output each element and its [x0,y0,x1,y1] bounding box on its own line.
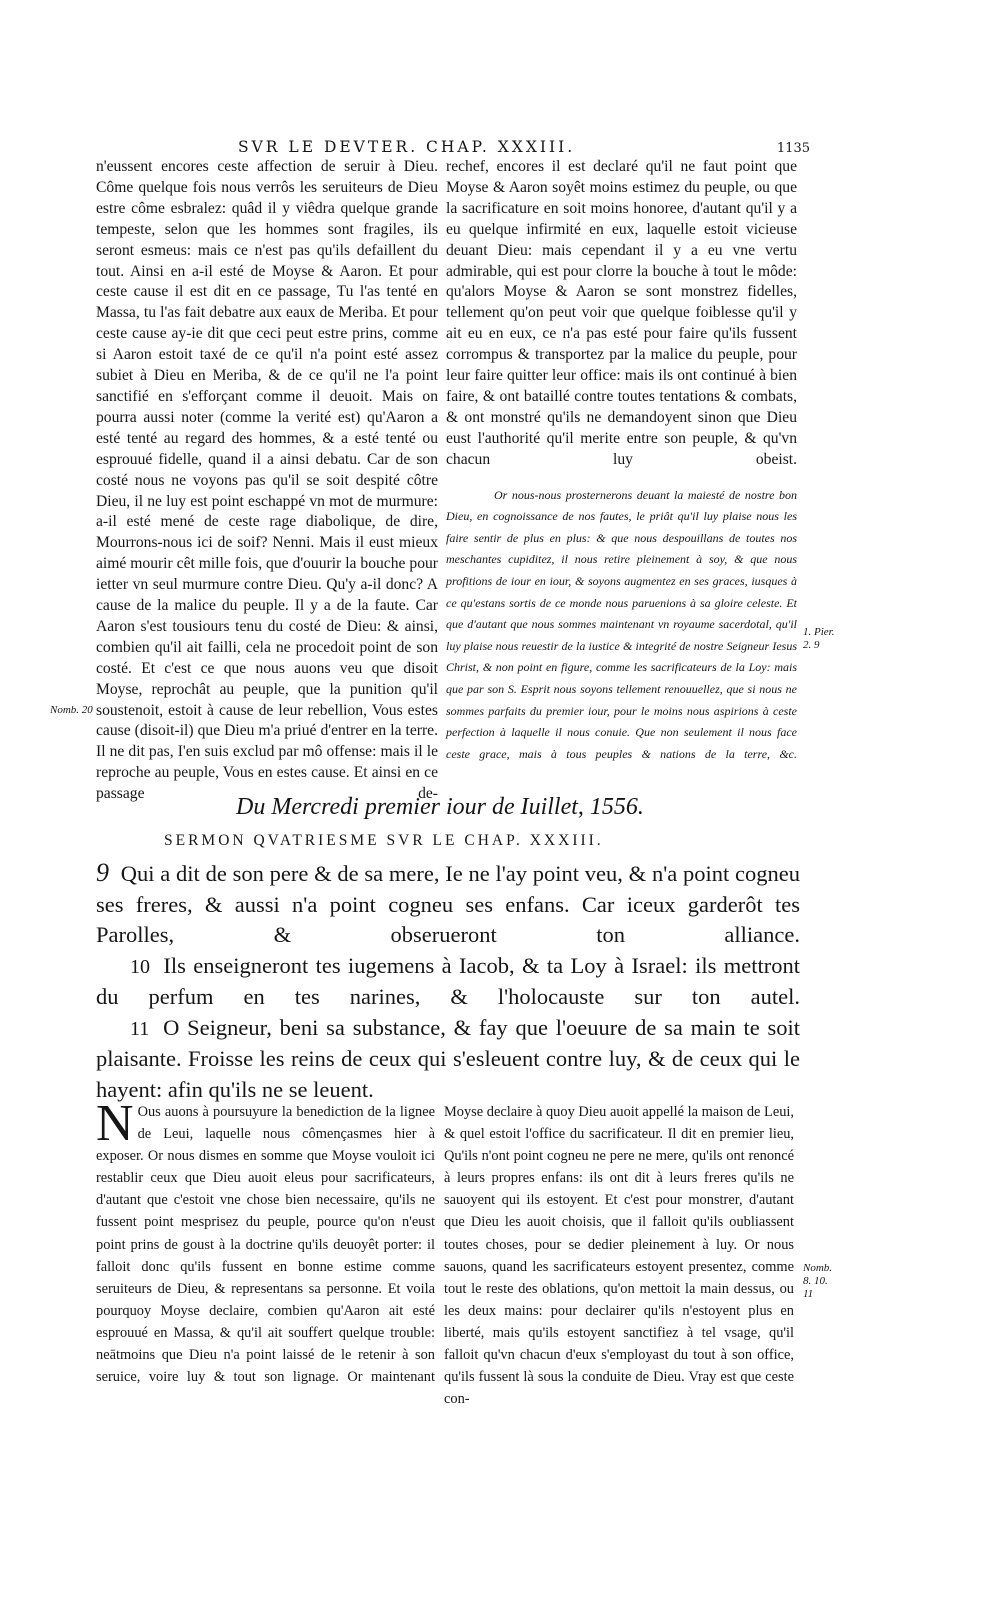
verse-10 [96,951,800,1013]
sermon-title: SERMON QVATRIESME SVR LE CHAP. XXXIII. [164,832,604,849]
running-head-title: SVR LE DEVTER. CHAP. XXXIII. [238,138,576,156]
right-column-text: rechef, encores il est declaré qu'il ne faut point que Moyse & Aaron soyêt moins estimez du peuple, ou que la sacrificature en soit moins honoree, d'autant qu'il y a eu quelque infirmité en eux, laquelle estoit vicieuse deuant Dieu: mais cependant il y a eu vne vertu admirable, qui est pour clorre la bouche à tout le môde: qu'alors Moyse & Aaron se sont monstrez fidelles, tellement qu'on peut voir que quelque foiblesse qu'il y ait eu en eux, ce n'a pas esté pour faire qu'ils fussent corrompus & transportez par la malice du peuple, pour leur faire quitter leur office: mais ils ont continué à bien faire, & ont bataillé contre toutes tentations & combats, & ont monstré qu'ils ne demandoyent sinon que Dieu eust l'authorité qu'il merite entre son peuple, & qu'vn chacun luy obeist. [446,158,797,468]
verse-line: O Seigneur, beni sa substance, & fay que l'oeuure de sa [163,1014,683,1040]
left-column [96,157,438,805]
margin-note-right-1: 1. Pier. 2. 9 [803,626,835,651]
verse-line: n'a point cogneu ses freres, & aussi n'a point cogneu ses enfans. Car [96,861,801,917]
sermon-date: Du Mercredi premier iour de Iuillet, 1556. [236,794,644,820]
verse-11 [96,1013,800,1106]
sermon-body-right-text: Moyse declaire à quoy Dieu auoit appellé la maison de Leui, & quel estoit l'office du sacrificateur. Il dit en premier lieu, Qu'ils n'ont point cogneu ne pere ne mere, qu'ils ont renoncé à leurs propres enfans: ils ont dit à leurs freres qu'ils ne sauoyent qui ils estoyent. Et c'est pour monstrer, d'autant que Dieu les auoit choisis, que il falloit qu'ils oubliassent toutes choses, pour se dedier pleinement à luy. Or nous sauons, quand les sacrificateurs estoyent presentez, comme tout le reste des oblations, qu'on mettoit la main dessus, ou les deux mains: pour declairer qu'ils n'estoyent plus en liberté, mais qu'ils estoyent sanctifiez à tel vsage, qu'il falloit qu'vn chacun d'eux s'employast du tout à son office, qu'ils fussent là sous la conduite de Dieu. Vray est que ceste con- [444,1104,794,1408]
running-head [238,138,810,156]
verse-line: main te soit plaisante. Froisse les reins de ceux qui s'esleuent contre [96,1014,801,1071]
scripture-verses [96,858,800,1105]
verse-line: luy, & de ceux qui le hayent: afin qu'ils ne se leuent. [96,1046,800,1102]
drop-cap: N [96,1095,134,1152]
page-number: 1135 [776,141,810,156]
margin-note-left: Nomb. 20 [50,704,93,716]
verse-line: Ils enseigneront tes iugemens à Iacob, & ta Loy à Israel: [163,952,688,978]
verse-9 [96,858,800,951]
left-column-text: n'eussent encores ceste affection de seruir à Dieu. Côme quelque fois nous verrôs les seruiteurs de Dieu estre côme esbralez: quâd il y viêdra quelque grande tempeste, selon que les hommes sont fragiles, ils seront esmeus: mais ce n'est pas qu'ils defaillent du tout. Ainsi en a-il esté de Moyse & Aaron. Et pour ceste cause il est dit en ce passage, Tu l'as tenté en Massa, tu l'as fait debatre aux eaux de Meriba. Et pour ceste cause ay-ie dit que ceci peut estre prins, comme si Aaron estoit taxé de ce qu'il n'a point esté assez subiet à Dieu en Meriba, & de ce qu'il ne l'a point sanctifié en s'efforçant comme il deuoit. Mais on pourra aussi noter (comme la verité est) qu'Aaron a esté tenté au regard des hommes, & a esté tenté ou esprouué fidelle, quand il a ainsi debatu. Car de son costé nous ne voyons pas qu'il se soit despité côtre Dieu, il ne luy est point eschappé vn mot de murmure: a-il esté mené de ceste rage diabolique, de dire, Mourrons-nous ici de soif? Nenni. Mais il eust mieux aimé mourir cêt mille fois, que d'ouurir la bouche pour ietter vn seul murmure contre Dieu. Qu'y a-il donc? A cause de la malice du peuple. Il y a de la faute. Car Aaron s'est tousiours tenu du costé de Dieu: & ainsi, combien qu'il ait failli, cela ne procedoit point de son costé. Et c'est ce que nous auons veu que disoit Moyse, reprochât au peuple, que la punition qu'il soustenoit, estoit à cause de leur rebellion, Vous estes cause (disoit-il) que Dieu m'a priué d'entrer en la terre. Il ne dit pas, I'en suis exclud par mô offense: mais il le reproche au peuple, Vous en estes cause. Et ainsi en ce passage de- [96,158,438,803]
sermon-body-left-text [96,1095,435,1388]
sermon-body-left-paragraph: Ous auons à poursuyure la benediction de la lignee de Leui, laquelle nous cômençasmes hier à exposer. Or nous dismes en somme que Moyse vouloit ici restablir ceux que Dieu auoit eleus pour sacrificateurs, d'autant que c'estoit vne chose bien necessaire, qu'ils ne fussent point mesprisez du peuple, pource qu'on n'eust point prins de goust à la doctrine qu'ils deuoyêt porter: il falloit donc qu'ils fussent en bonne estime comme seruiteurs de Dieu, & representans sa personne. Et voila pourquoy Moyse declaire, combien qu'Aaron ait esté esprouué en Massa, & qu'il ait souffert quelque trouble: neātmoins que Dieu n'a point laissé de le retenir à son seruice, voire luy & tout son lignage. Or maintenant [96,1104,435,1386]
sermon-body-right [444,1101,794,1410]
verse-number: 10 [130,955,150,978]
verse-number: 11 [130,1017,150,1040]
verse-number: 9 [96,858,109,887]
sermon-body-left [96,1095,435,1388]
verse-line: iceux garderôt tes Parolles, & obserueront ton alliance. [96,891,801,947]
right-column [446,157,797,765]
verse-line: ils mettront du perfum en tes narines, & l'holocauste sur ton autel. [96,952,801,1009]
verse-line: Qui a dit de son pere & de sa mere, Ie ne l'ay point veu, & [120,861,647,886]
margin-note-right-2: Nomb. 8. 10. 11 [803,1262,833,1300]
closing-prayer: Or nous-nous prosternerons deuant la maiesté de nostre bon Dieu, en cognoissance de nos fautes, le priât qu'il luy plaise nous les faire sentir de plus en plus: & que nous despouillans de toutes nos meschantes cupiditez, il nous retire pleinement à soy, & que nous profitions de iour en iour, & soyons augmentez en ses graces, iusques à ce qu'estans sortis de ce monde nous paruenions à sa gloire celeste. Et que d'autant que nous sommes maintenant vn royaume sacerdotal, qu'il luy plaise nous reuestir de la iustice & integrité de nostre Seigneur Iesus Christ, & non point en figure, comme les sacrificateurs de la Loy: mais que par son S. Esprit nous soyons tellement renouuellez, que si nous ne sommes parfaits du premier iour, pour le moins nous aspirions à ceste perfection à laquelle il nous conuie. Que non seulement il nous face ceste grace, mais à tous peuples & nations de la terre, &c. [446,487,797,761]
